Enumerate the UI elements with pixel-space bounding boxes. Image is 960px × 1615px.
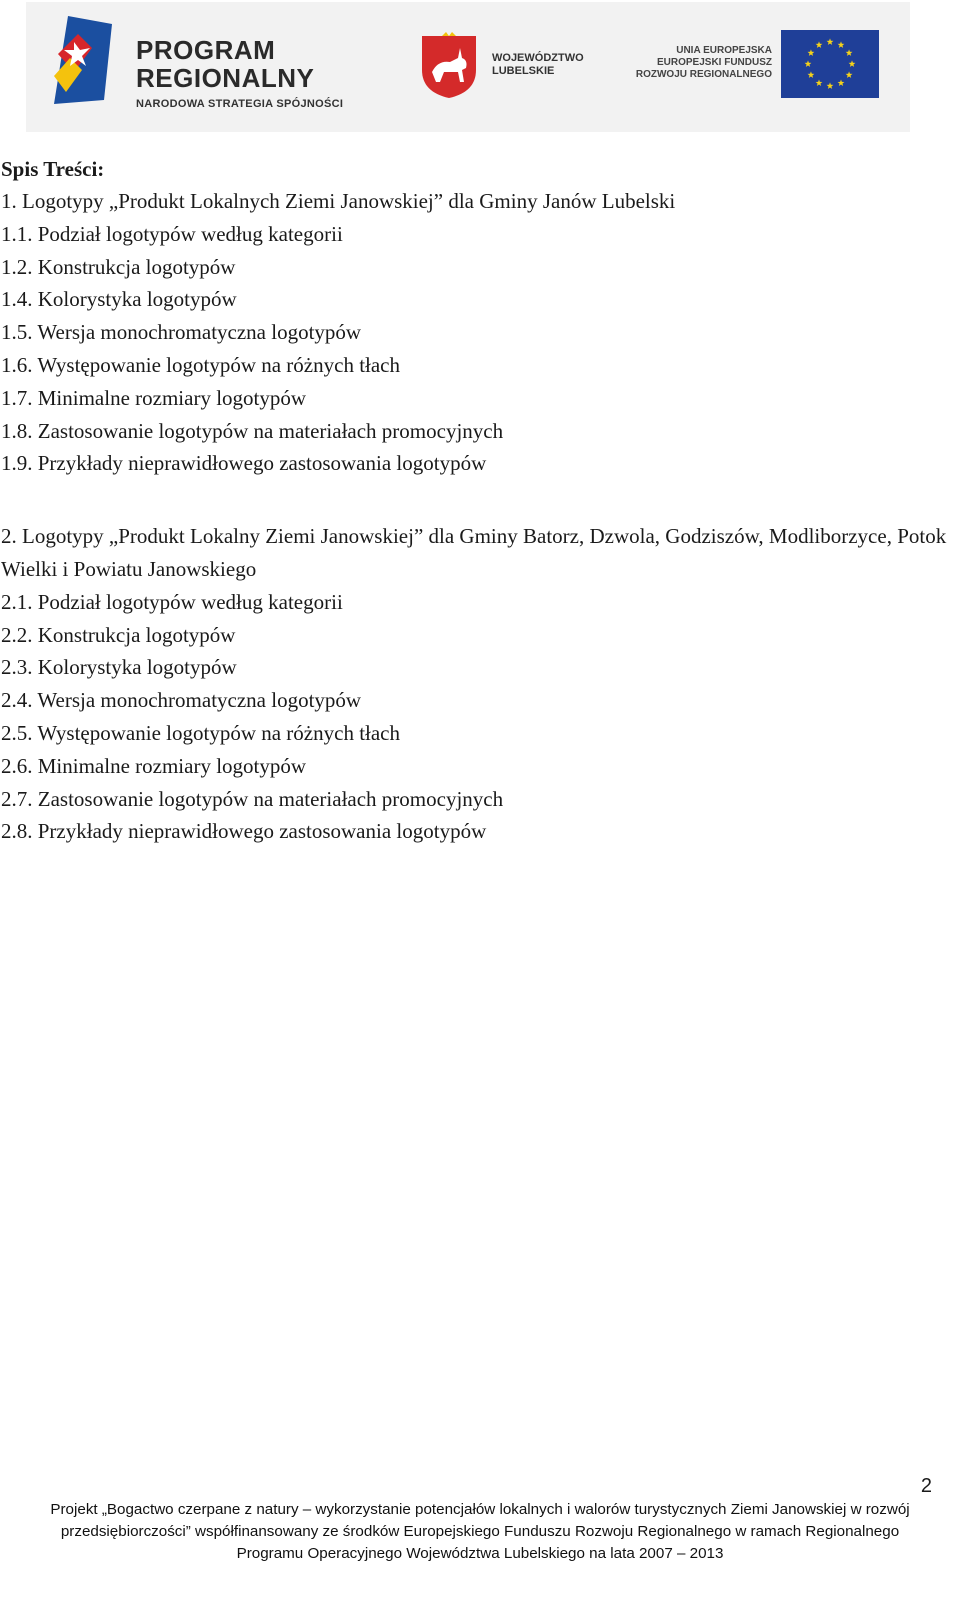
toc-heading: Spis Treści: <box>1 157 105 181</box>
footer-line-3: Programu Operacyjnego Województwa Lubelskiego na lata 2007 – 2013 <box>236 1545 724 1562</box>
toc-item: 2.5. Występowanie logotypów na różnych tłach <box>1 720 400 745</box>
lubelskie-crest-icon <box>418 30 480 100</box>
toc-item: 1.6. Występowanie logotypów na różnych tłach <box>1 352 400 377</box>
footer <box>0 1499 960 1565</box>
table-of-contents <box>1 153 951 848</box>
toc-item: 2.8. Przykłady nieprawidłowego zastosowania logotypów <box>1 819 487 844</box>
eu-line3: ROZWOJU REGIONALNEGO <box>635 69 772 80</box>
program-logo-line1: PROGRAM <box>136 35 276 65</box>
voivodeship-line2: LUBELSKIE <box>492 65 555 77</box>
toc-item: 1.8. Zastosowanie logotypów na materiałach promocyjnych <box>1 418 504 443</box>
toc-item: 2.2. Konstrukcja logotypów <box>1 622 236 647</box>
toc-item: 2.6. Minimalne rozmiary logotypów <box>1 753 307 778</box>
toc-item: 2.7. Zastosowanie logotypów na materiałach promocyjnych <box>1 786 504 811</box>
toc-section-2 <box>1 520 951 848</box>
toc-item: 2.1. Podział logotypów według kategorii <box>1 589 343 614</box>
program-logo-line2: REGIONALNY <box>136 63 315 93</box>
toc-item: 1.7. Minimalne rozmiary logotypów <box>1 385 307 410</box>
toc-item: 1.4. Kolorystyka logotypów <box>1 287 237 312</box>
program-logo-line3: NARODOWA STRATEGIA SPÓJNOŚCI <box>136 98 344 110</box>
eu-flag-icon <box>781 30 879 98</box>
toc-item: 1.1. Podział logotypów według kategorii <box>1 221 343 246</box>
eu-fund-wordmark <box>630 45 772 81</box>
toc-item: 2.3. Kolorystyka logotypów <box>1 655 237 680</box>
toc-item: 1.5. Wersja monochromatyczna logotypów <box>1 320 362 345</box>
toc-section-1 <box>1 185 951 480</box>
program-regionalny-wordmark <box>136 36 343 110</box>
footer-line-2: przedsiębiorczości” współfinansowany ze środków Europejskiego Funduszu Rozwoju Regionalnego w ramach Regionalnego <box>60 1523 900 1540</box>
eu-line2: EUROPEJSKI FUNDUSZ <box>656 57 772 68</box>
toc-item: 1. Logotypy „Produkt Lokalnych Ziemi Janowskiej” dla Gminy Janów Lubelski <box>1 189 676 213</box>
toc-item: 1.2. Konstrukcja logotypów <box>1 254 236 279</box>
toc-section-gap <box>1 480 951 520</box>
eu-line1: UNIA EUROPEJSKA <box>676 45 772 56</box>
toc-item: 2.4. Wersja monochromatyczna logotypów <box>1 688 362 713</box>
footer-line-1: Projekt „Bogactwo czerpane z natury – wykorzystanie potencjałów lokalnych i walorów turystycznych Ziemi Janowskiej w rozwój <box>50 1501 910 1518</box>
program-regionalny-emblem-icon <box>52 14 114 106</box>
toc-item: 2. Logotypy „Produkt Lokalny Ziemi Janowskiej” dla Gminy Batorz, Dzwola, Godziszów, Modliborzyce, Potok Wielki i Powiatu Janowskiego <box>1 524 947 581</box>
toc-item: 1.9. Przykłady nieprawidłowego zastosowania logotypów <box>1 451 487 476</box>
voivodeship-line1: WOJEWÓDZTWO <box>492 52 584 64</box>
voivodeship-wordmark <box>492 52 584 78</box>
page-number: 2 <box>920 1475 932 1497</box>
